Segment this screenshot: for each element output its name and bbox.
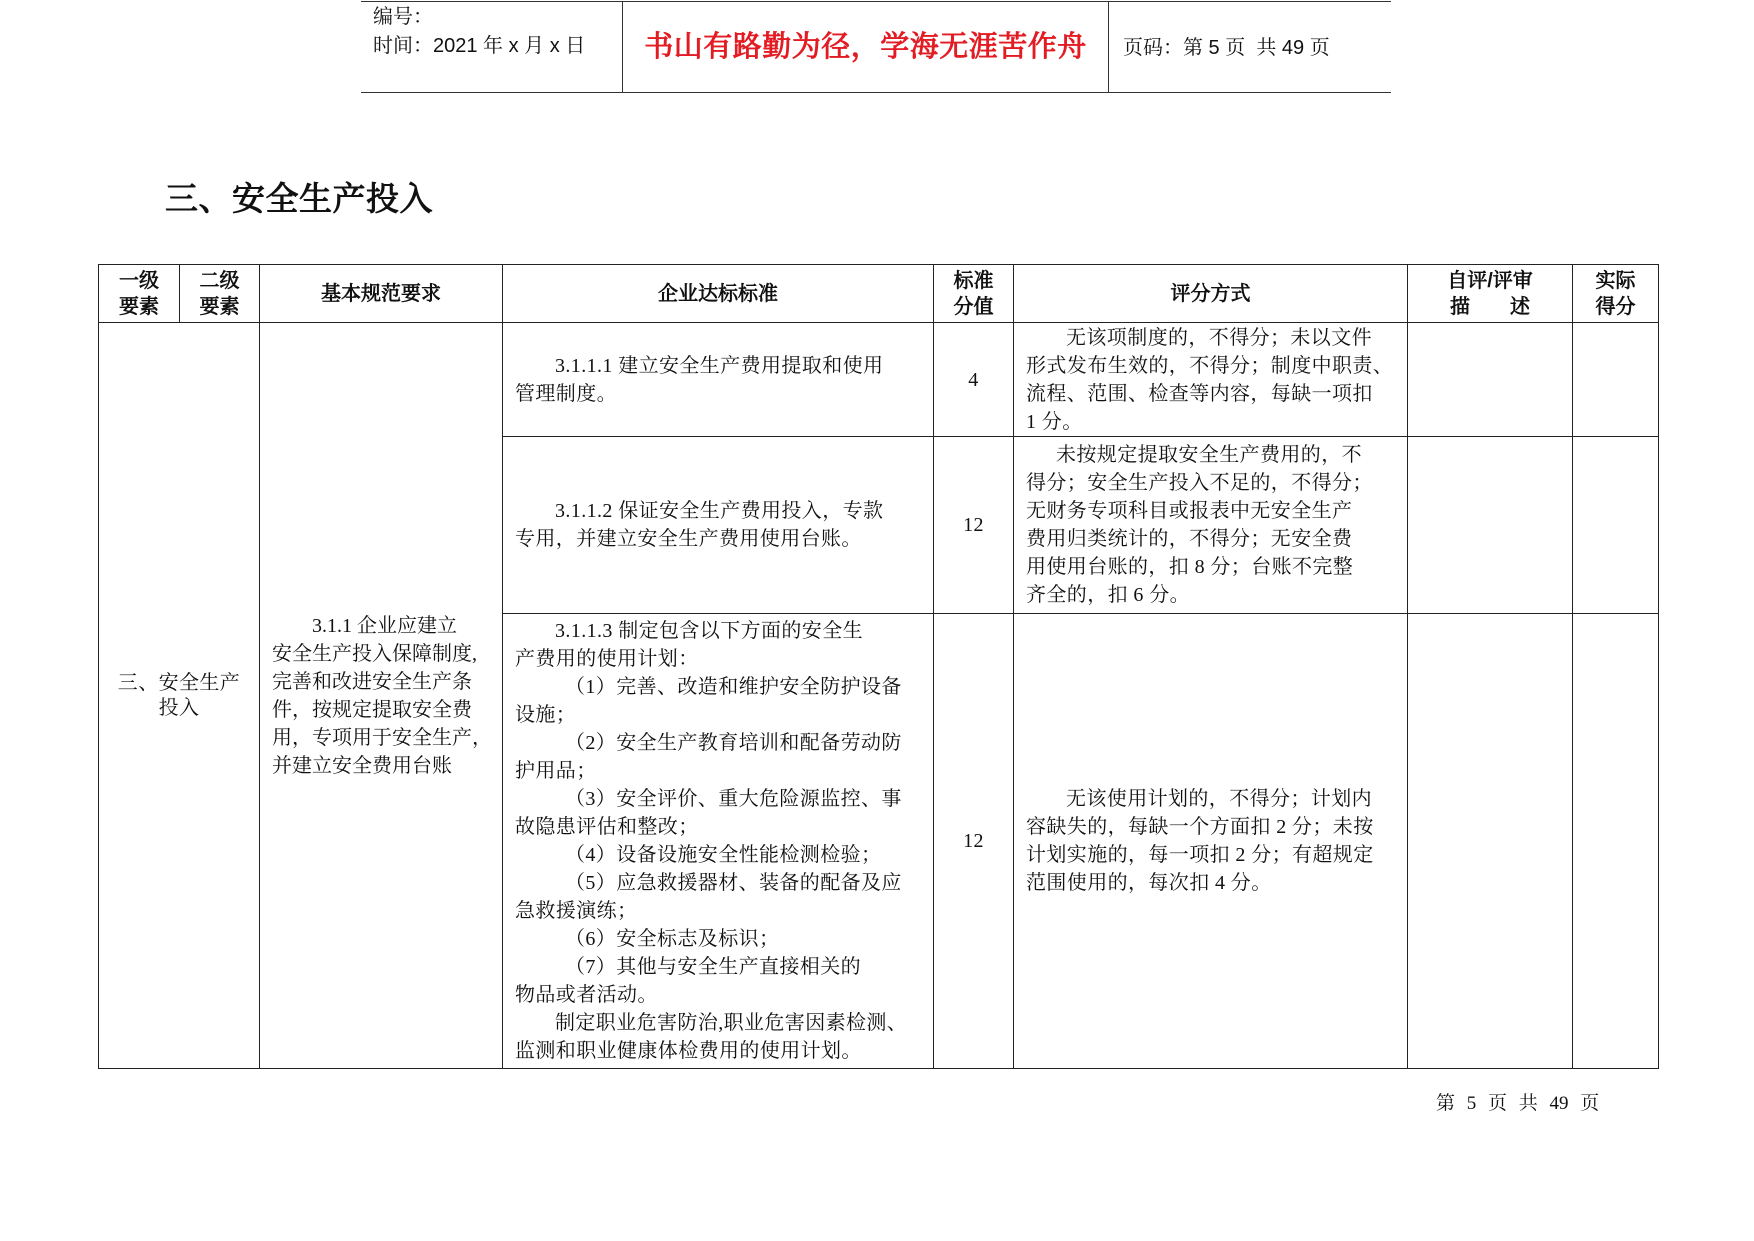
standard-text-line: （3）安全评价、重大危险源监控、事 <box>565 788 902 810</box>
scoring-cell <box>1014 614 1408 1069</box>
section-title: 三、安全生产投入 <box>165 180 433 217</box>
header-line: 一级 <box>119 269 159 292</box>
requirement-text-line: 完善和改进安全生产条 <box>272 670 472 693</box>
scoring-cell <box>1014 323 1408 437</box>
header-scoring-method <box>1014 265 1408 323</box>
date-label: 时间：2021 年 x 月 x 日 <box>373 35 586 57</box>
header-actual-score <box>1573 265 1659 323</box>
element-text-line: 投入 <box>158 696 200 719</box>
header-level1-element <box>99 265 180 323</box>
standard-cell <box>503 323 934 437</box>
scoring-text-line: 无该使用计划的，不得分；计划内 <box>1066 788 1372 810</box>
header-page-number: 页码：第 5 页 共 49 页 <box>1123 37 1330 59</box>
header-line: 要素 <box>199 295 240 318</box>
assessment-table <box>98 264 1659 1069</box>
header-line: 得分 <box>1595 295 1636 318</box>
scoring-text-line: 无该项制度的，不得分；未以文件 <box>1066 326 1372 349</box>
scoring-text-line: 容缺失的，每缺一个方面扣 2 分；未按 <box>1026 816 1374 838</box>
standard-text-line: 专用，并建立安全生产费用使用台账。 <box>515 528 862 550</box>
self-evaluation-cell <box>1408 437 1573 614</box>
self-evaluation-cell <box>1408 323 1573 437</box>
standard-cell <box>503 614 934 1069</box>
header-line: 分值 <box>953 295 994 318</box>
header-line: 基本规范要求 <box>321 282 441 305</box>
requirement-cell <box>260 323 503 1069</box>
standard-text-line: 3.1.1.2 保证安全生产费用投入，专款 <box>555 500 884 522</box>
header-line: 要素 <box>119 295 159 318</box>
scoring-text-line: 费用归类统计的，不得分；无安全费 <box>1026 528 1353 550</box>
standard-text-line: 3.1.1.3 制定包含以下方面的安全生 <box>555 620 863 642</box>
score-cell <box>934 614 1014 1069</box>
header-line: 二级 <box>199 269 240 292</box>
standard-cell <box>503 437 934 614</box>
standard-text-line: 故隐患评估和整改； <box>515 816 699 838</box>
requirement-text-line: 件，按规定提取安全费 <box>272 698 472 721</box>
document-header <box>361 1 1391 93</box>
standard-text-line: （7）其他与安全生产直接相关的 <box>565 956 861 978</box>
scoring-text-line: 计划实施的，每一项扣 2 分；有超规定 <box>1026 844 1374 866</box>
header-standard-score <box>934 265 1014 323</box>
scoring-cell <box>1014 437 1408 614</box>
scoring-text-line: 得分；安全生产投入不足的，不得分； <box>1026 472 1373 494</box>
scoring-text-line: 流程、范围、检查等内容，每缺一项扣 <box>1026 382 1373 405</box>
header-level2-element <box>180 265 260 323</box>
header-line: 自评/评审 <box>1447 269 1533 292</box>
standard-text-line: 急救援演练； <box>515 900 638 922</box>
scoring-text-line: 范围使用的，每次扣 4 分。 <box>1026 872 1272 894</box>
header-meta-cell <box>361 2 622 92</box>
standard-text-line: 管理制度。 <box>515 382 617 405</box>
requirement-text-line: 用，专项用于安全生产， <box>272 726 492 749</box>
scoring-text-line: 无财务专项科目或报表中无安全生产 <box>1026 500 1353 522</box>
header-line: 企业达标标准 <box>658 282 778 305</box>
header-motto-cell <box>622 2 1109 92</box>
serial-number-label: 编号： <box>373 6 433 28</box>
standard-text-line: 制定职业危害防治,职业危害因素检测、 <box>555 1012 908 1034</box>
score-value: 12 <box>963 514 984 536</box>
scoring-text-line: 形式发布生效的，不得分；制度中职责、 <box>1026 354 1394 377</box>
element-cell <box>99 323 260 1069</box>
header-line: 描 述 <box>1450 295 1530 318</box>
actual-score-cell <box>1573 614 1659 1069</box>
score-value: 4 <box>968 368 979 391</box>
score-cell <box>934 323 1014 437</box>
header-line: 评分方式 <box>1170 282 1251 305</box>
header-basic-requirement <box>260 265 503 323</box>
score-value: 12 <box>963 830 984 852</box>
standard-text-line: 物品或者活动。 <box>515 984 658 1006</box>
scoring-text-line: 1 分。 <box>1026 410 1083 433</box>
standard-text-line: 护用品； <box>515 760 597 782</box>
requirement-text-line: 3.1.1 企业应建立 <box>312 614 457 637</box>
requirement-text-line: 并建立安全费用台账 <box>272 754 452 777</box>
standard-text-line: 产费用的使用计划： <box>515 648 699 670</box>
header-page-cell <box>1109 2 1391 92</box>
self-evaluation-cell <box>1408 614 1573 1069</box>
element-text-line: 三、安全生产 <box>117 671 241 694</box>
requirement-text-line: 安全生产投入保障制度, <box>272 642 477 665</box>
standard-text-line: （1）完善、改造和维护安全防护设备 <box>565 676 902 698</box>
score-cell <box>934 437 1014 614</box>
standard-text-line: 监测和职业健康体检费用的使用计划。 <box>515 1040 862 1062</box>
header-line: 标准 <box>953 269 994 292</box>
table-row <box>99 323 1659 437</box>
standard-text-line: （2）安全生产教育培训和配备劳动防 <box>565 732 902 754</box>
table-header-row <box>99 265 1659 323</box>
scoring-text-line: 齐全的，扣 6 分。 <box>1026 584 1190 606</box>
actual-score-cell <box>1573 437 1659 614</box>
header-line: 实际 <box>1595 269 1636 292</box>
standard-text-line: （6）安全标志及标识； <box>565 928 780 950</box>
standard-text-line: 设施； <box>515 704 577 726</box>
scoring-text-line: 未按规定提取安全生产费用的，不 <box>1056 444 1362 466</box>
motto: 书山有路勤为径，学海无涯苦作舟 <box>644 31 1087 63</box>
header-self-evaluation <box>1408 265 1573 323</box>
actual-score-cell <box>1573 323 1659 437</box>
scoring-text-line: 用使用台账的，扣 8 分；台账不完整 <box>1026 556 1354 578</box>
standard-text-line: 3.1.1.1 建立安全生产费用提取和使用 <box>555 354 884 377</box>
page-footer: 第 5 页 共 49 页 <box>1436 1093 1600 1114</box>
header-compliance-standard <box>503 265 934 323</box>
standard-text-line: （4）设备设施安全性能检测检验； <box>565 844 882 866</box>
standard-text-line: （5）应急救援器材、装备的配备及应 <box>565 872 902 894</box>
